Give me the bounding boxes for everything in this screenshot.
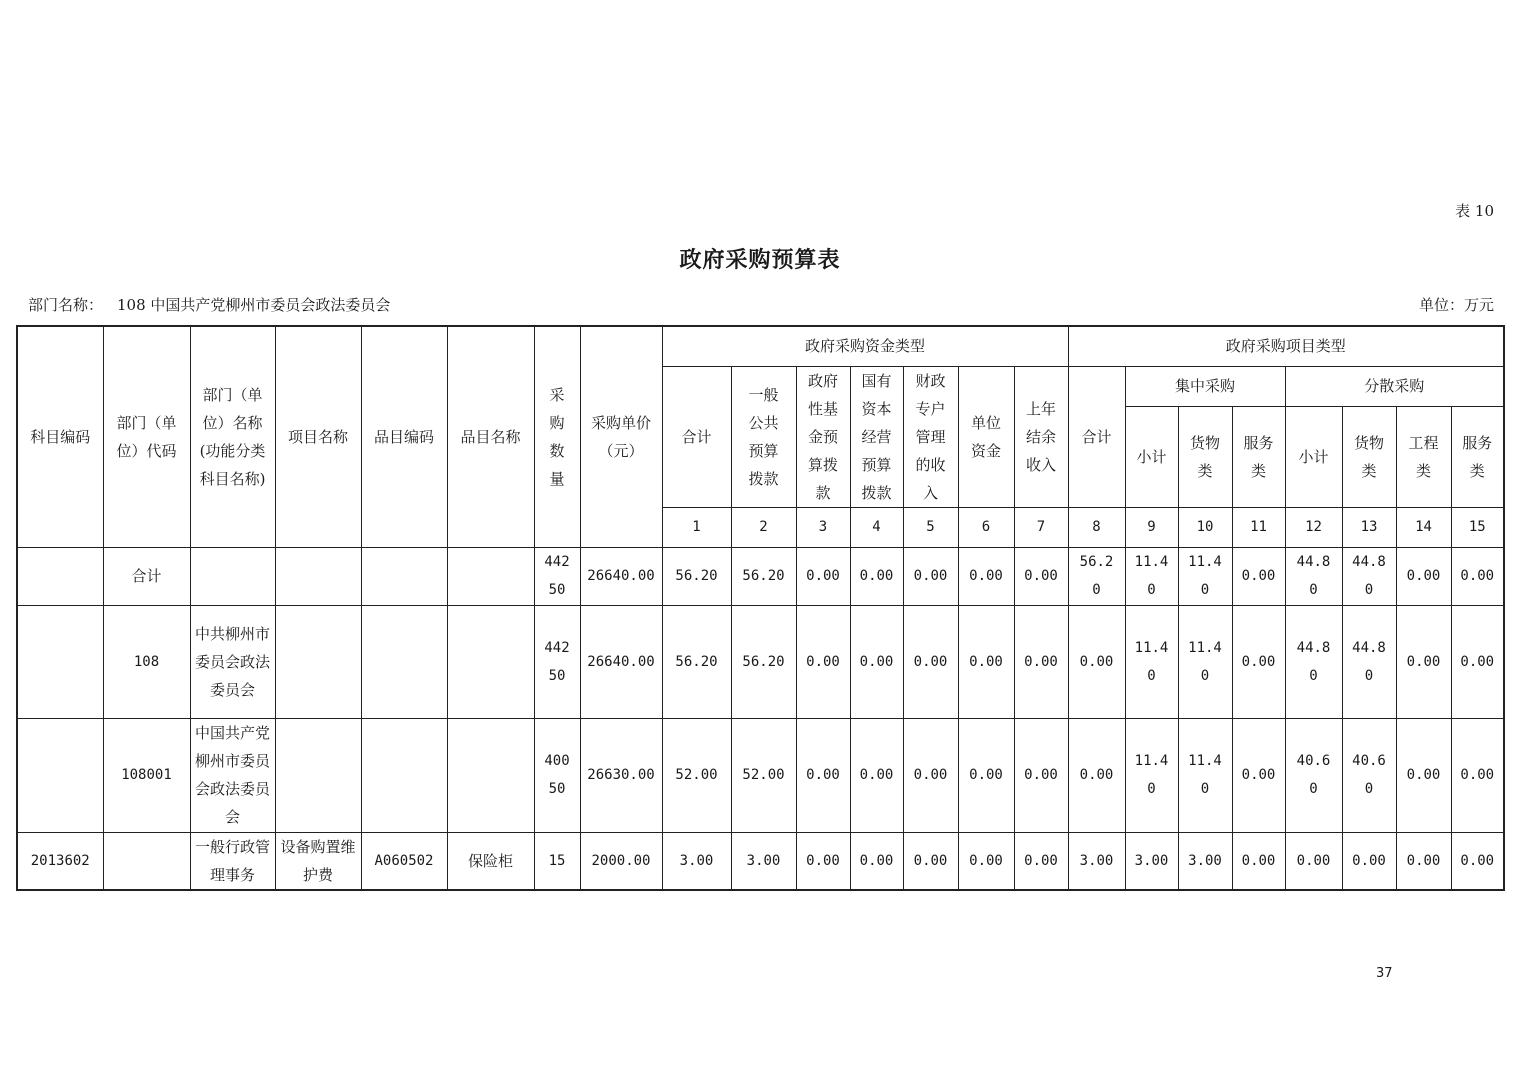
cell-value: 0.00 (1451, 605, 1504, 718)
cell-value: 44.80 (1342, 547, 1396, 605)
table-row-2013602 (17, 832, 1504, 890)
cell-dept-code (103, 832, 190, 890)
header-subject-code: 科目编码 (17, 326, 103, 547)
cell-qty: 44250 (534, 605, 580, 718)
cell-value: 11.40 (1125, 605, 1178, 718)
cell-unit-price: 2000.00 (580, 832, 662, 890)
header-general-budget: 一般公共预算拨款 (731, 366, 796, 507)
cell-value: 56.20 (1068, 547, 1125, 605)
col-number: 11 (1232, 507, 1285, 547)
cell-value: 0.00 (1396, 605, 1451, 718)
header-fund-total: 合计 (662, 366, 731, 507)
cell-value: 3.00 (662, 832, 731, 890)
cell-item-code: A060502 (361, 832, 447, 890)
cell-dept-name: 一般行政管理事务 (190, 832, 275, 890)
col-number: 15 (1451, 507, 1504, 547)
cell-value: 0.00 (958, 832, 1014, 890)
col-number: 8 (1068, 507, 1125, 547)
cell-value: 56.20 (662, 605, 731, 718)
header-unit-price: 采购单价（元） (580, 326, 662, 547)
col-number: 12 (1285, 507, 1342, 547)
cell-qty: 44250 (534, 547, 580, 605)
cell-value: 0.00 (1232, 718, 1285, 832)
department-name: 108 中国共产党柳州市委员会政法委员会 (117, 296, 391, 314)
page-title: 政府采购预算表 (679, 247, 841, 273)
cell-item-code (361, 605, 447, 718)
table-number: 表 10 (1455, 202, 1494, 220)
header-fund-type: 政府采购资金类型 (662, 326, 1068, 366)
header-unit-fund: 单位资金 (958, 366, 1014, 507)
cell-qty: 15 (534, 832, 580, 890)
cell-value: 11.40 (1178, 547, 1232, 605)
cell-value: 56.20 (731, 547, 796, 605)
cell-value: 40.60 (1285, 718, 1342, 832)
cell-value: 0.00 (1232, 547, 1285, 605)
cell-value: 0.00 (903, 547, 958, 605)
cell-unit-price: 26630.00 (580, 718, 662, 832)
header-proj-total: 合计 (1068, 366, 1125, 507)
cell-value: 0.00 (1451, 718, 1504, 832)
col-number: 9 (1125, 507, 1178, 547)
page-number: 37 (1376, 966, 1393, 981)
col-number: 7 (1014, 507, 1068, 547)
cell-value: 0.00 (1232, 605, 1285, 718)
header-gov-fund: 政府性基金预算拨款 (796, 366, 850, 507)
cell-value: 56.20 (662, 547, 731, 605)
cell-value: 0.00 (903, 605, 958, 718)
table-row-108 (17, 605, 1504, 718)
header-project-type: 政府采购项目类型 (1068, 326, 1504, 366)
cell-project-name (275, 605, 361, 718)
cell-value: 0.00 (796, 718, 850, 832)
cell-value: 44.80 (1285, 605, 1342, 718)
cell-dept-name: 中共柳州市委员会政法委员会 (190, 605, 275, 718)
cell-project-name: 设备购置维护费 (275, 832, 361, 890)
cell-subject-code: 2013602 (17, 832, 103, 890)
cell-item-name: 保险柜 (447, 832, 534, 890)
cell-project-name (275, 547, 361, 605)
unit-label: 单位：万元 (1418, 296, 1494, 314)
col-number: 5 (903, 507, 958, 547)
cell-value: 11.40 (1125, 718, 1178, 832)
cell-value: 11.40 (1178, 605, 1232, 718)
header-row-1 (17, 326, 1504, 366)
cell-value: 11.40 (1125, 547, 1178, 605)
cell-dept-name: 中国共产党柳州市委员会政法委员会 (190, 718, 275, 832)
cell-value: 3.00 (1068, 832, 1125, 890)
cell-value: 0.00 (850, 605, 903, 718)
header-central: 集中采购 (1125, 366, 1285, 406)
header-state-capital: 国有资本经营预算拨款 (850, 366, 903, 507)
cell-value: 11.40 (1178, 718, 1232, 832)
cell-value: 0.00 (1068, 605, 1125, 718)
header-prev-balance: 上年结余收入 (1014, 366, 1068, 507)
cell-item-name (447, 547, 534, 605)
cell-value: 56.20 (731, 605, 796, 718)
cell-item-code (361, 718, 447, 832)
header-dept-name: 部门（单位）名称(功能分类科目名称) (190, 326, 275, 547)
cell-value: 0.00 (1396, 718, 1451, 832)
cell-value: 3.00 (1178, 832, 1232, 890)
cell-project-name (275, 718, 361, 832)
cell-subject-code (17, 547, 103, 605)
cell-value: 0.00 (1068, 718, 1125, 832)
cell-unit-price: 26640.00 (580, 547, 662, 605)
cell-subject-code (17, 605, 103, 718)
cell-value: 0.00 (1014, 832, 1068, 890)
cell-value: 0.00 (1451, 547, 1504, 605)
cell-item-code (361, 547, 447, 605)
table-row-108001 (17, 718, 1504, 832)
header-item-code: 品目编码 (361, 326, 447, 547)
cell-unit-price: 26640.00 (580, 605, 662, 718)
header-dispersed: 分散采购 (1285, 366, 1504, 406)
cell-value: 40.60 (1342, 718, 1396, 832)
col-number: 4 (850, 507, 903, 547)
header-disp-goods: 货物类 (1342, 406, 1396, 507)
cell-dept-code: 合计 (103, 547, 190, 605)
cell-value: 0.00 (850, 547, 903, 605)
cell-value: 0.00 (850, 832, 903, 890)
cell-value: 0.00 (796, 605, 850, 718)
col-number: 6 (958, 507, 1014, 547)
col-number: 10 (1178, 507, 1232, 547)
col-number: 13 (1342, 507, 1396, 547)
header-item-name: 品目名称 (447, 326, 534, 547)
cell-item-name (447, 605, 534, 718)
cell-value: 0.00 (1396, 547, 1451, 605)
cell-value: 0.00 (796, 832, 850, 890)
col-number: 3 (796, 507, 850, 547)
cell-value: 0.00 (1014, 605, 1068, 718)
header-dept-code: 部门（单位）代码 (103, 326, 190, 547)
col-number: 2 (731, 507, 796, 547)
header-disp-service: 服务类 (1451, 406, 1504, 507)
cell-value: 0.00 (1232, 832, 1285, 890)
header-project-name: 项目名称 (275, 326, 361, 547)
cell-value: 44.80 (1285, 547, 1342, 605)
col-number: 1 (662, 507, 731, 547)
cell-value: 0.00 (1014, 547, 1068, 605)
cell-value: 0.00 (1285, 832, 1342, 890)
cell-value: 0.00 (903, 832, 958, 890)
header-central-subtotal: 小计 (1125, 406, 1178, 507)
cell-value: 0.00 (850, 718, 903, 832)
cell-dept-name (190, 547, 275, 605)
cell-value: 0.00 (1396, 832, 1451, 890)
cell-value: 0.00 (958, 547, 1014, 605)
table-row-total (17, 547, 1504, 605)
cell-value: 0.00 (796, 547, 850, 605)
header-disp-subtotal: 小计 (1285, 406, 1342, 507)
cell-value: 3.00 (731, 832, 796, 890)
col-number: 14 (1396, 507, 1451, 547)
cell-value: 0.00 (1014, 718, 1068, 832)
cell-value: 52.00 (662, 718, 731, 832)
cell-value: 44.80 (1342, 605, 1396, 718)
department-line (28, 294, 390, 315)
cell-item-name (447, 718, 534, 832)
cell-subject-code (17, 718, 103, 832)
header-fiscal-special: 财政专户管理的收入 (903, 366, 958, 507)
header-central-service: 服务类 (1232, 406, 1285, 507)
cell-value: 3.00 (1125, 832, 1178, 890)
procurement-budget-table (16, 325, 1505, 891)
cell-dept-code: 108001 (103, 718, 190, 832)
cell-value: 0.00 (903, 718, 958, 832)
header-central-goods: 货物类 (1178, 406, 1232, 507)
department-label: 部门名称： (28, 296, 104, 314)
cell-value: 0.00 (958, 605, 1014, 718)
cell-dept-code: 108 (103, 605, 190, 718)
cell-value: 0.00 (1451, 832, 1504, 890)
header-qty: 采购数量 (534, 326, 580, 547)
cell-value: 52.00 (731, 718, 796, 832)
cell-value: 0.00 (958, 718, 1014, 832)
cell-value: 0.00 (1342, 832, 1396, 890)
header-disp-engineering: 工程类 (1396, 406, 1451, 507)
cell-qty: 40050 (534, 718, 580, 832)
